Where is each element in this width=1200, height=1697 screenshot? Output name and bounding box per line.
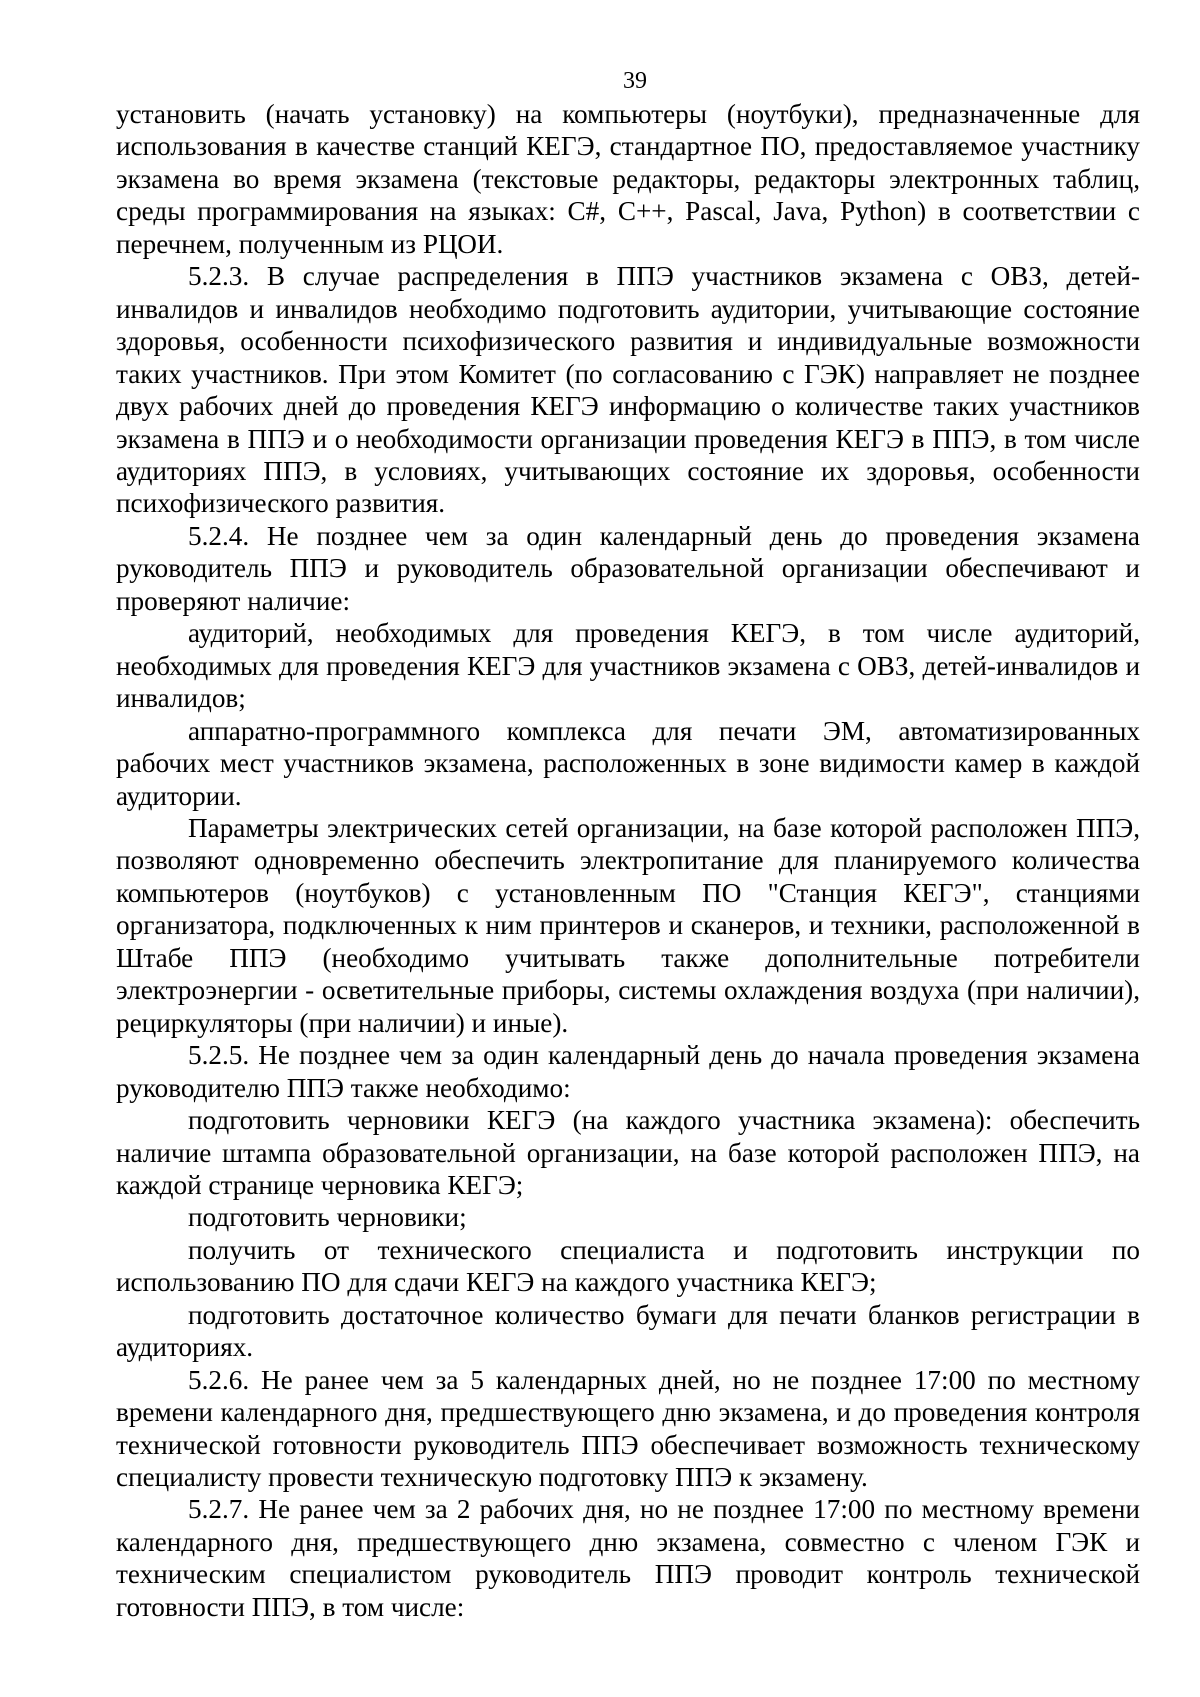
paragraph-instructions: получить от технического специалиста и подготовить инструкции по использованию ПО для сдачи КЕГЭ на каждого участника КЕГЭ; bbox=[116, 1234, 1140, 1298]
page-number: 39 bbox=[623, 68, 647, 94]
paragraph-drafts: подготовить черновики; bbox=[188, 1202, 467, 1233]
paragraph-auditoriums: аудиторий, необходимых для проведения КЕГЭ, в том числе аудиторий, необходимых для проведения КЕГЭ для участников экзамена с ОВЗ, детей-инвалидов и инвалидов; bbox=[116, 618, 1140, 714]
paragraph-5-2-7: 5.2.7. Не ранее чем за 2 рабочих дня, но не позднее 17:00 по местному времени календарного дня, предшествующего дню экзамена, совместно с членом ГЭК и техническим специалистом руководитель ППЭ проводит контроль технической готовности ППЭ, в том числе: bbox=[116, 1494, 1140, 1622]
paragraph-paper: подготовить достаточное количество бумаги для печати бланков регистрации в аудиториях. bbox=[116, 1299, 1140, 1363]
document-body bbox=[116, 98, 1140, 1623]
paragraph-software-install: установить (начать установку) на компьютеры (ноутбуки), предназначенные для использования в качестве станций КЕГЭ, стандартное ПО, предоставляемое участнику экзамена во время экзамена (текстовые редакторы, редакторы электронных таблиц, среды программирования на языках: C#, C++, Pascal, Java, Python) в соответствии с перечнем, полученным из РЦОИ. bbox=[116, 99, 1140, 259]
paragraph-electric-networks: Параметры электрических сетей организации, на базе которой расположен ППЭ, позволяют одновременно обеспечить электропитание для планируемого количества компьютеров (ноутбуков) с установленным ПО "Станция КЕГЭ", станциями организатора, подключенных к ним принтеров и сканеров, и техники, расположенной в Штабе ППЭ (необходимо учитывать также дополнительные потребители электроэнергии - осветительные приборы, системы охлаждения воздуха (при наличии), рециркуляторы (при наличии) и иные). bbox=[116, 812, 1140, 1038]
paragraph-5-2-6: 5.2.6. Не ранее чем за 5 календарных дней, но не позднее 17:00 по местному времени календарного дня, предшествующего дню экзамена, и до проведения контроля технической готовности руководитель ППЭ обеспечивает возможность техническому специалисту провести техническую подготовку ППЭ к экзамену. bbox=[116, 1364, 1140, 1493]
paragraph-5-2-3: 5.2.3. В случае распределения в ППЭ участников экзамена с ОВЗ, детей-инвалидов и инвалидов необходимо подготовить аудитории, учитывающие состояние здоровья, особенности психофизического развития и индивидуальные возможности таких участников. При этом Комитет (по согласованию с ГЭК) направляет не позднее двух рабочих дней до проведения КЕГЭ информацию о количестве таких участников экзамена в ППЭ и о необходимости организации проведения КЕГЭ в ППЭ, в том числе аудиториях ППЭ, в условиях, учитывающих состояние их здоровья, особенности психофизического развития. bbox=[116, 261, 1140, 519]
paragraph-5-2-4: 5.2.4. Не позднее чем за один календарный день до проведения экзамена руководитель ППЭ и руководитель образовательной организации обеспечивают и проверяют наличие: bbox=[116, 520, 1140, 616]
paragraph-drafts-kege: подготовить черновики КЕГЭ (на каждого участника экзамена): обеспечить наличие штампа образовательной организации, на базе которой расположен ППЭ, на каждой странице черновика КЕГЭ; bbox=[116, 1105, 1140, 1200]
paragraph-5-2-5: 5.2.5. Не позднее чем за один календарный день до начала проведения экзамена руководителю ППЭ также необходимо: bbox=[116, 1040, 1140, 1103]
paragraph-hardware-complex: аппаратно-программного комплекса для печати ЭМ, автоматизированных рабочих мест участников экзамена, расположенных в зоне видимости камер в каждой аудитории. bbox=[116, 715, 1140, 811]
